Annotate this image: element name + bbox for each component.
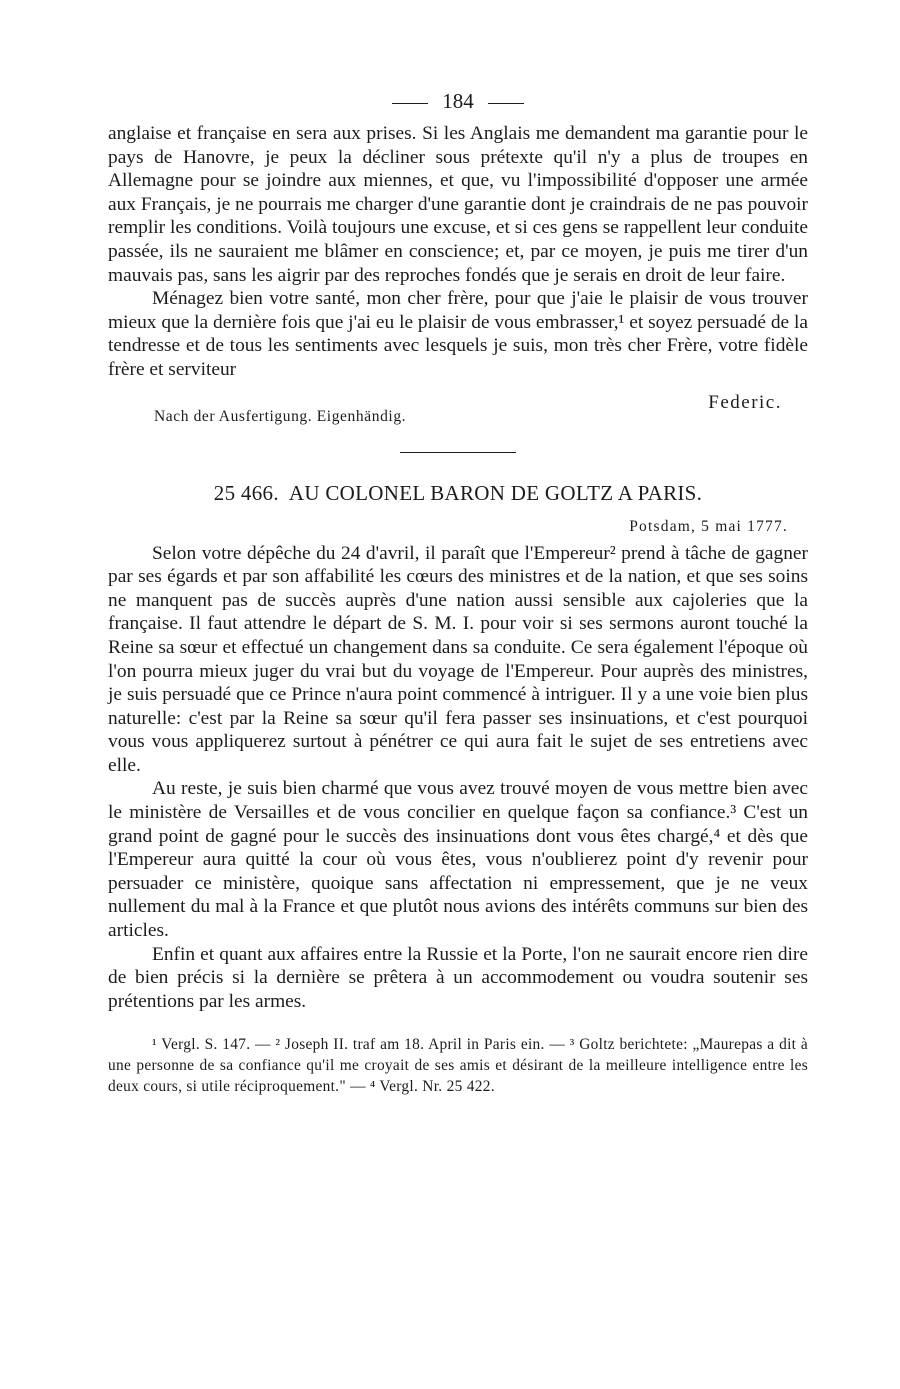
- footnote-text: ¹ Vergl. S. 147. — ² Joseph II. traf am 18. April in Paris ein. — ³ Goltz berichtete: „Maurepas a dit à une personne de sa confiance qu'il me croyait de ses amis et désirant de la meilleure intelligence entre les deux cours, si utile réciproquement." — ⁴ Vergl. Nr. 25 422.: [108, 1036, 808, 1095]
- header-dash-left: [392, 103, 428, 104]
- page-header: [108, 86, 808, 116]
- section-separator: [400, 452, 516, 453]
- letter-paragraph: Selon votre dépêche du 24 d'avril, il paraît que l'Empereur² prend à tâche de gagner par ses égards et par son affabilité les cœurs des ministres et de la nation, et que ses soins ne manquent pas de succès auprès d'une nation aussi sensible aux cajoleries que la française. Il faut attendre le départ de S. M. I. pour voir si ses sermons auront touché la Reine sa sœur et effectué un changement dans sa conduite. Ce sera également l'époque où l'on pourra mieux juger du vrai but du voyage de l'Empereur. Pour auprès des ministres, je suis persuadé que ce Prince n'aura point commencé à intriguer. Il y a une voie bien plus naturelle: c'est par la Reine sa sœur qu'il fera passer ses insinuations, et c'est pourquoi vous vous appliquerez surtout à pénétrer ce qui aura fait le sujet de ses entretiens avec elle.: [108, 542, 808, 776]
- header-dash-right: [488, 103, 524, 104]
- letter-paragraph: Enfin et quant aux affaires entre la Russie et la Porte, l'on ne saurait encore rien dire de bien précis si la dernière se prêtera à un accommodement ou voudra soutenir ses prétentions par les armes.: [108, 943, 808, 1012]
- body-paragraph-continued: anglaise et française en sera aux prises. Si les Anglais me demandent ma garantie pour le pays de Hanovre, je peux la décliner sous prétexte qu'il n'y a plus de troupes en Allemagne pour se joindre aux miennes, et que, vu l'impossibilité d'opposer une armée aux Français, je ne pourrais me charger d'une garantie dont je craindrais de ne pas pouvoir remplir les conditions. Voilà toujours une excuse, et si ces gens se rappellent leur conduite passée, ils ne sauraient me blâmer en conscience; et, par ce moyen, je puis me tirer d'un mauvais pas, sans les aigrir par des reproches fondés que je serais en droit de leur faire.: [108, 123, 808, 286]
- signature-row: [108, 382, 808, 428]
- letter-dateline: Potsdam, 5 mai 1777.: [629, 517, 788, 535]
- letter-heading: [108, 481, 808, 506]
- footnotes: [108, 1035, 808, 1097]
- letter-title: AU COLONEL BARON DE GOLTZ A PARIS.: [288, 480, 703, 505]
- signature: Federic.: [708, 391, 782, 413]
- book-page: [108, 86, 808, 1097]
- body-paragraph-closing: Ménagez bien votre santé, mon cher frère, pour que j'aie le plaisir de vous trouver mieux que la dernière fois que j'ai eu le plaisir de vous embrasser,¹ et soyez persuadé de la tendresse et de tous les sentiments avec lesquels je suis, mon très cher Frère, votre fidèle frère et serviteur: [108, 288, 808, 380]
- letter-body: [108, 542, 808, 1014]
- page-number: 184: [442, 89, 474, 113]
- letter-number: 25 466.: [213, 480, 279, 505]
- source-note: Nach der Ausfertigung. Eigenhändig.: [154, 407, 407, 425]
- letter-paragraph: Au reste, je suis bien charmé que vous avez trouvé moyen de vous mettre bien avec le ministère de Versailles et de vous concilier en quelque façon sa confiance.³ C'est un grand point de gagné pour le succès des insinuations dont vous êtes chargé,⁴ et dès que l'Empereur aura quitté la cour où vous êtes, vous n'oublierez point d'y revenir pour persuader ce ministère, quoique sans affectation ni empressement, que je ne veux nullement du mal à la France et que plutôt nous avions des intérêts communs sur bien des articles.: [108, 778, 808, 942]
